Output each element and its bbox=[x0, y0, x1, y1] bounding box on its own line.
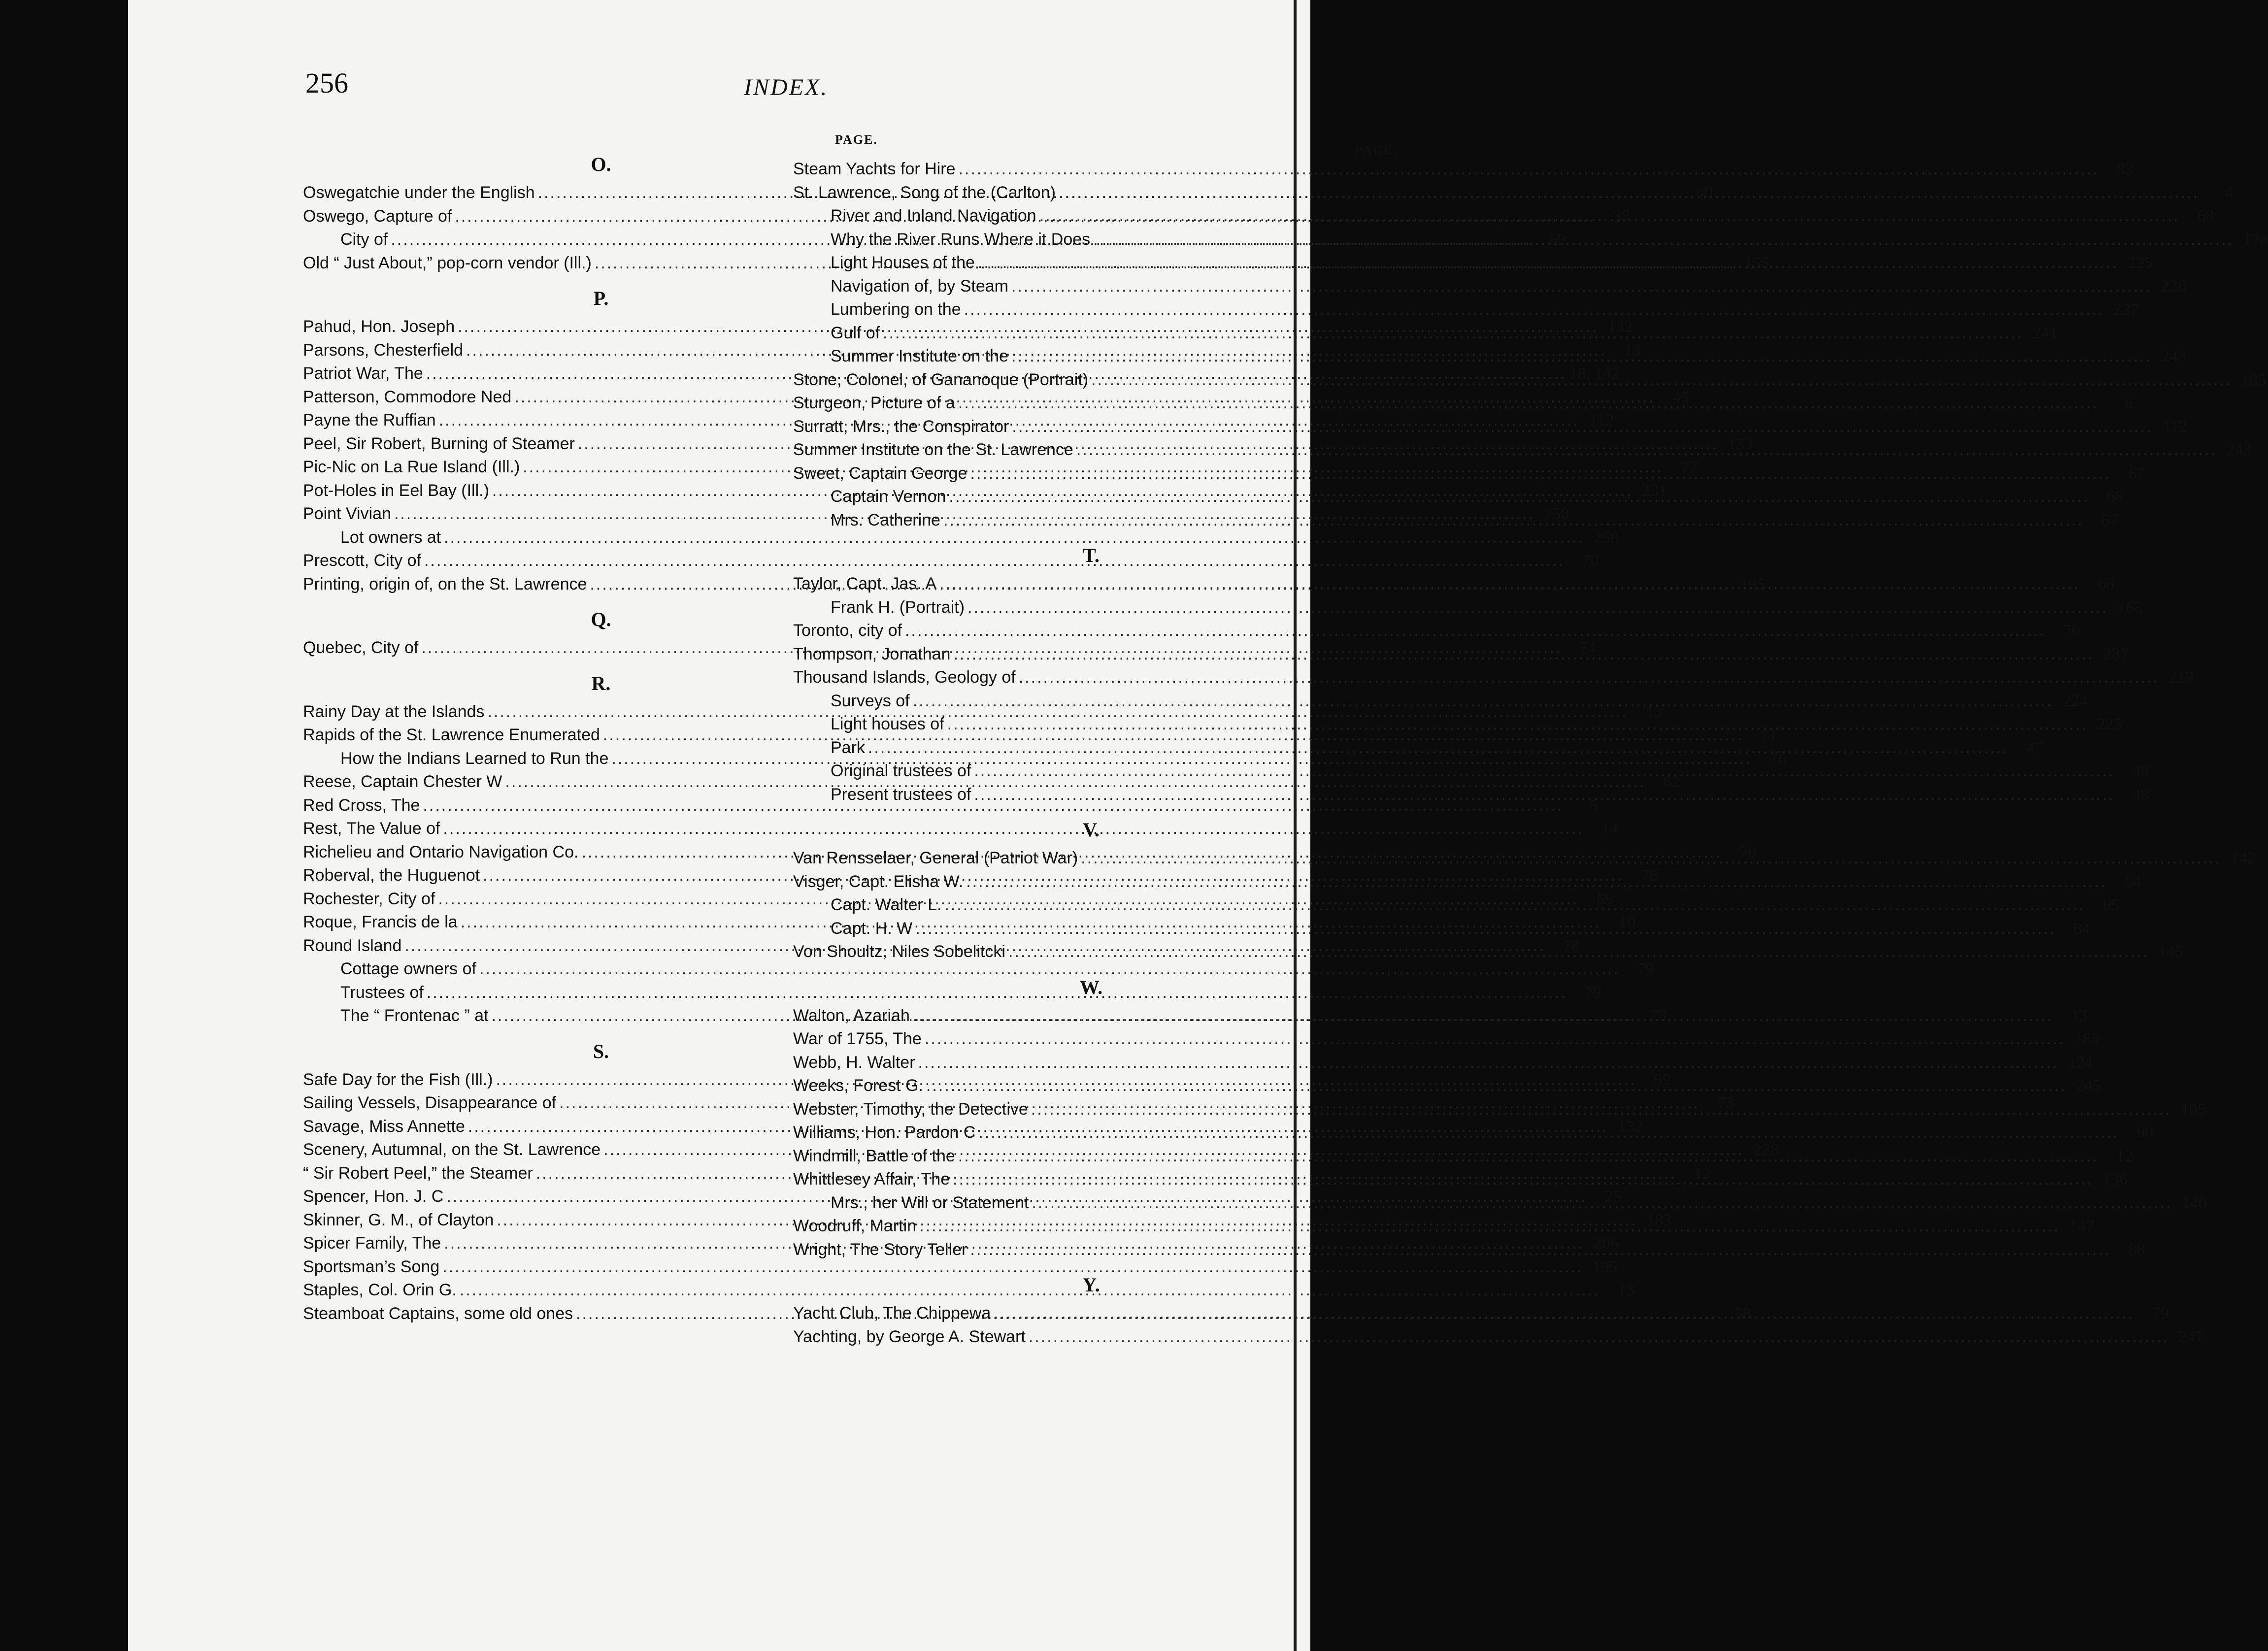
entry-page-number: 83 bbox=[2116, 160, 2134, 178]
entry-page-number: 243 bbox=[2161, 347, 2186, 365]
page-number: 256 bbox=[305, 67, 348, 99]
entry-title: Quebec, City of bbox=[303, 638, 419, 657]
dot-leader bbox=[978, 1121, 2119, 1145]
entry-title: Capt. H. W bbox=[831, 919, 913, 938]
entry-title: Sportsman’s Song bbox=[303, 1257, 440, 1276]
section-letter: S. bbox=[593, 1040, 609, 1062]
entry-title: Present trustees of bbox=[831, 785, 971, 804]
dot-leader bbox=[1093, 228, 2234, 252]
entry-title: Printing, origin of, on the St. Lawrence bbox=[303, 574, 587, 594]
entry-page-number: 250 bbox=[1594, 528, 1619, 547]
entry-page-number: 224 bbox=[2062, 692, 2088, 710]
entry-page-number: 12 bbox=[2116, 1147, 2133, 1165]
dot-leader bbox=[944, 893, 2085, 917]
section-letter: V. bbox=[1083, 819, 1100, 841]
entry-page-number: 243 bbox=[2226, 441, 2251, 459]
entry-page-number: 67 bbox=[2101, 511, 2118, 529]
entry-page-number: 84 bbox=[2073, 919, 2091, 938]
section-letter: R. bbox=[591, 672, 611, 694]
entry-page-number: 76 bbox=[1769, 749, 1787, 768]
dot-leader bbox=[958, 1145, 2099, 1168]
entry-page-number: 5 bbox=[1589, 796, 1598, 815]
entry-title: Roque, Francis de la bbox=[303, 913, 458, 931]
entry-page-number: 241 bbox=[2033, 324, 2058, 342]
entry-title: Yacht Club, The Chippewa bbox=[793, 1304, 991, 1322]
dot-leader bbox=[1039, 204, 2180, 228]
entry-title: Rainy Day at the Islands bbox=[303, 702, 485, 721]
entry-title: Point Vivian bbox=[303, 504, 391, 523]
entry-title: Sturgeon, Picture of a bbox=[793, 394, 955, 412]
dot-leader bbox=[939, 572, 2080, 596]
entry-page-number: 132 bbox=[1617, 1117, 1643, 1136]
entry-title: Webster, Timothy, the Detective bbox=[793, 1099, 1028, 1119]
entry-title: Woodruff, Martin bbox=[793, 1217, 917, 1235]
entry-title: Oswegatchie under the English bbox=[303, 183, 535, 202]
entry-page-number: 68 bbox=[2107, 488, 2124, 506]
entry-page-number: 195 bbox=[1739, 575, 1765, 594]
dot-leader bbox=[994, 1302, 2134, 1325]
dot-leader bbox=[1012, 415, 2152, 439]
entry-title: Mrs. Catherine bbox=[831, 510, 940, 529]
entry-title: Sailing Vessels, Disappearance of bbox=[303, 1093, 557, 1112]
entry-page-number: 145 bbox=[2158, 943, 2183, 961]
entry-title: Cottage owners of bbox=[340, 959, 476, 978]
dot-leader bbox=[1029, 1325, 2169, 1349]
entry-page-number: 69 bbox=[1654, 1070, 1671, 1089]
entry-title: Visger, Capt. Elisha W. bbox=[793, 872, 964, 891]
entry-title: Steamboat Captains, some old ones bbox=[303, 1304, 573, 1323]
entry-page-number: 13 bbox=[1617, 1281, 1634, 1299]
entry-page-number: 112 bbox=[2162, 417, 2187, 436]
entry-page-number: 140 bbox=[2181, 1193, 2207, 1212]
entry-title: Summer Institute on the bbox=[831, 347, 1008, 365]
entry-title: Stone, Colonel, of Gananoque (Portrait) bbox=[793, 370, 1089, 389]
entry-page-number: 70 bbox=[2063, 622, 2080, 640]
dot-leader bbox=[926, 1074, 2067, 1098]
entry-page-number: 40 bbox=[1696, 184, 1713, 202]
entry-page-number: 64 bbox=[2124, 872, 2141, 891]
dot-leader bbox=[915, 917, 2056, 941]
dot-leader bbox=[1091, 368, 2232, 392]
entry-title: Old “ Just About,” pop-corn vendor (Ill.) bbox=[303, 253, 592, 272]
entry-title: Parsons, Chesterfield bbox=[303, 340, 464, 360]
entry-title: War of 1755, The bbox=[793, 1029, 922, 1048]
dot-leader bbox=[1019, 666, 2159, 690]
dot-leader bbox=[913, 690, 2053, 713]
entry-page-number: 88 bbox=[2128, 1240, 2145, 1259]
entry-title: Patriot War, The bbox=[303, 364, 423, 383]
entry-page-number: 136 bbox=[2102, 1170, 2128, 1189]
running-head: INDEX. bbox=[744, 74, 829, 100]
entry-title: City of bbox=[340, 230, 388, 249]
dot-leader bbox=[918, 1051, 2059, 1075]
book-page bbox=[128, 0, 2268, 1651]
entry-title: Skinner, G. M., of Clayton bbox=[303, 1210, 494, 1229]
entry-page-number: 13 bbox=[1645, 702, 1663, 721]
entry-title: Rapids of the St. Lawrence Enumerated bbox=[303, 726, 600, 744]
index-entry bbox=[793, 666, 2194, 690]
entry-page-number: 65 bbox=[2102, 896, 2120, 914]
entry-page-number: 195 bbox=[1592, 1257, 1618, 1276]
entry-page-number: 168 bbox=[2117, 598, 2143, 617]
entry-title: Mrs., her Will or Statement bbox=[831, 1193, 1029, 1212]
section-letter: W. bbox=[1079, 976, 1103, 998]
entry-title: Patterson, Commodore Ned bbox=[303, 387, 512, 406]
dot-leader bbox=[913, 1004, 2053, 1028]
dot-leader bbox=[953, 643, 2094, 666]
entry-page-number: 226 bbox=[2161, 277, 2186, 296]
entry-page-number: 18, 142 bbox=[1569, 364, 1620, 383]
entry-title: Capt. Walter L. bbox=[831, 895, 942, 914]
entry-page-number: 185 bbox=[2241, 370, 2267, 389]
dot-leader bbox=[925, 1027, 2065, 1051]
entry-page-number: 6 bbox=[2124, 394, 2133, 412]
entry-title: Webb, H. Walter bbox=[793, 1053, 915, 1072]
entry-title: Thousand Islands, Geology of bbox=[793, 668, 1016, 687]
entry-page-number: 142 bbox=[2231, 849, 2256, 867]
entry-page-number: 74 bbox=[1579, 639, 1597, 657]
entry-page-number: 132 bbox=[1607, 318, 1633, 336]
entry-title: Thompson, Jonathan bbox=[793, 644, 951, 663]
entry-page-number: 48 bbox=[2132, 785, 2149, 804]
index-entry bbox=[793, 1027, 2100, 1051]
entry-page-number: 12 bbox=[1694, 1164, 1711, 1183]
section-letter: Q. bbox=[591, 608, 611, 630]
entry-page-number: 67 bbox=[2128, 464, 2145, 483]
index-entry bbox=[793, 1051, 2093, 1075]
entry-page-number: 79 bbox=[1584, 983, 1601, 1002]
entry-page-number: 13 bbox=[1624, 341, 1641, 360]
entry-page-number: 155 bbox=[1744, 254, 1769, 272]
entry-page-number: 78 bbox=[1649, 1007, 1667, 1025]
dot-leader bbox=[1031, 1098, 2171, 1122]
entry-page-number: 58 bbox=[1734, 1304, 1751, 1323]
entry-page-number: 13 bbox=[2070, 1006, 2088, 1025]
dot-leader bbox=[967, 596, 2108, 620]
entry-title: Steam Yachts for Hire bbox=[793, 160, 956, 178]
entry-page-number: 227 bbox=[2113, 300, 2139, 319]
entry-title: Pot-Holes in Eel Bay (Ill.) bbox=[303, 481, 489, 500]
entry-title: Rest, The Value of bbox=[303, 819, 440, 838]
entry-title: Spicer Family, The bbox=[303, 1234, 441, 1253]
entry-page-number: 237 bbox=[2103, 645, 2129, 663]
entry-title: Navigation of, by Steam bbox=[831, 276, 1008, 296]
entry-page-number: 14 bbox=[1601, 820, 1618, 838]
dot-leader bbox=[947, 713, 2088, 736]
index-entry bbox=[793, 298, 2139, 322]
entry-page-number: 124 bbox=[2068, 1053, 2093, 1072]
dot-leader bbox=[970, 462, 2110, 486]
entry-title: Lot owners at bbox=[340, 528, 441, 547]
entry-title: Whittlesey Affair, The bbox=[793, 1170, 950, 1189]
dot-leader bbox=[883, 322, 2023, 345]
dot-leader bbox=[1081, 847, 2221, 870]
entry-title: How the Indians Learned to Run the bbox=[340, 749, 609, 768]
dot-leader bbox=[949, 485, 2089, 509]
page-edge-line bbox=[1294, 0, 1297, 1651]
entry-page-number: 247 bbox=[2178, 1327, 2203, 1346]
entry-page-number: 105 bbox=[2180, 1100, 2206, 1119]
entry-title: St. Lawrence, Song of the (Carlton) bbox=[793, 183, 1056, 202]
entry-title: Light houses of bbox=[831, 715, 944, 733]
entry-page-number: 70 bbox=[1739, 843, 1757, 861]
entry-page-number: 228 bbox=[1753, 1141, 1779, 1159]
entry-title: Original trustees of bbox=[831, 761, 971, 780]
entry-title: Van Rensselaer, General (Patriot War) bbox=[793, 849, 1078, 867]
index-entry bbox=[793, 596, 2143, 620]
entry-title: Windmill, Battle of the bbox=[793, 1146, 955, 1165]
entry-page-number: 10 bbox=[1618, 913, 1635, 931]
entry-page-number: 178 bbox=[2243, 230, 2268, 249]
entry-page-number: 77 bbox=[1681, 458, 1698, 476]
index-entry bbox=[793, 158, 2134, 181]
dot-leader bbox=[1032, 1191, 2172, 1215]
entry-title: Reese, Captain Chester W bbox=[303, 772, 502, 791]
entry-page-number: 48 bbox=[2132, 762, 2149, 780]
entry-title: Surratt, Mrs., the Conspirator bbox=[793, 417, 1009, 436]
dot-leader bbox=[966, 870, 2106, 894]
index-entry bbox=[793, 783, 2149, 807]
entry-page-number: 112 bbox=[1589, 411, 1614, 429]
entry-title: Summer Institute on the St. Lawrence bbox=[793, 440, 1073, 459]
section-letter: Y. bbox=[1082, 1274, 1100, 1296]
dot-leader bbox=[953, 1168, 2093, 1191]
entry-page-number: 231 bbox=[1641, 481, 1667, 500]
entry-page-number: 79 bbox=[2152, 1304, 2169, 1322]
entry-page-number: 78 bbox=[1563, 936, 1580, 955]
entry-page-number: 25 bbox=[1604, 1188, 1622, 1206]
section-letter: P. bbox=[593, 287, 609, 309]
page-column-label: PAGE. bbox=[1355, 143, 1398, 158]
entry-page-number: 225 bbox=[2127, 254, 2153, 272]
entry-page-number: 165 bbox=[2074, 1030, 2100, 1048]
entry-page-number: 62 bbox=[1663, 773, 1680, 791]
entry-page-number: 69 bbox=[1549, 231, 1566, 249]
entry-title: Captain Vernon bbox=[831, 487, 946, 506]
entry-page-number: 76 bbox=[1641, 866, 1658, 885]
entry-title: Savage, Miss Annette bbox=[303, 1117, 465, 1136]
entry-title: Round Island bbox=[303, 936, 402, 955]
entry-title: Peel, Sir Robert, Burning of Steamer bbox=[303, 434, 575, 453]
entry-title: “ Sir Robert Peel,” the Steamer bbox=[303, 1163, 533, 1183]
entry-title: The “ Frontenac ” at bbox=[340, 1006, 489, 1025]
entry-title: Gulf of bbox=[831, 323, 880, 342]
entry-title: Richelieu and Ontario Navigation Co. bbox=[303, 842, 579, 861]
entry-page-number: 73 bbox=[1717, 1094, 1734, 1112]
dot-leader bbox=[1076, 438, 2217, 462]
section-letter: T. bbox=[1083, 544, 1100, 566]
dot-leader bbox=[958, 158, 2099, 181]
dot-leader bbox=[943, 509, 2084, 532]
entry-title: Oswego, Capture of bbox=[303, 206, 452, 226]
entry-title: Why the River Runs Where it Does bbox=[831, 230, 1091, 249]
dot-leader bbox=[1011, 275, 2152, 298]
index-entry bbox=[793, 1325, 2203, 1349]
entry-title: Pic-Nic on La Rue Island (Ill.) bbox=[303, 458, 520, 476]
dot-leader bbox=[964, 298, 2104, 322]
entry-title: Staples, Col. Orin G. bbox=[303, 1281, 457, 1299]
entry-title: Toronto, city of bbox=[793, 621, 902, 640]
entry-page-number: 70 bbox=[1582, 552, 1599, 570]
entry-page-number: 45 bbox=[1672, 388, 1690, 406]
dot-leader bbox=[868, 736, 2008, 760]
index-entry bbox=[793, 275, 2186, 298]
entry-title: Spencer, Hon. J. C bbox=[303, 1187, 444, 1206]
entry-title: Park bbox=[831, 738, 865, 757]
entry-title: River and Inland Navigation bbox=[831, 206, 1036, 225]
entry-title: Trustees of bbox=[340, 983, 424, 1002]
dot-leader bbox=[919, 1215, 2060, 1238]
entry-title: Rochester, City of bbox=[303, 889, 435, 908]
entry-title: Light Houses of the bbox=[831, 253, 975, 272]
dot-leader bbox=[974, 759, 2114, 783]
entry-title: Payne the Ruffian bbox=[303, 411, 436, 429]
dot-leader bbox=[978, 251, 2118, 275]
page-column-label: PAGE. bbox=[835, 132, 878, 147]
entry-page-number: 66 bbox=[2098, 575, 2115, 593]
entry-title: Roberval, the Huguenot bbox=[303, 866, 480, 885]
dot-leader bbox=[974, 783, 2114, 807]
entry-title: Surveys of bbox=[831, 691, 910, 710]
entry-title: Weeks, Forest G. bbox=[793, 1076, 923, 1095]
entry-title: Red Cross, The bbox=[303, 795, 420, 815]
entry-title: Yachting, by George A. Stewart bbox=[793, 1327, 1026, 1346]
dot-leader bbox=[958, 392, 2099, 415]
entry-title: Wright, The Story Teller bbox=[793, 1240, 967, 1259]
entry-title: Williams, Hon. Pardon C bbox=[793, 1123, 976, 1142]
entry-title: Walton, Azariah bbox=[793, 1006, 910, 1025]
entry-page-number: 219 bbox=[2168, 668, 2194, 687]
entry-title: Pahud, Hon. Joseph bbox=[303, 317, 455, 336]
entry-title: Frank H. (Portrait) bbox=[831, 597, 965, 617]
entry-page-number: 147 bbox=[2069, 1217, 2095, 1235]
entry-page-number: 71 bbox=[1761, 726, 1778, 744]
entry-page-number: 90 bbox=[2136, 1123, 2154, 1142]
entry-title: Prescott, City of bbox=[303, 551, 421, 570]
dot-leader bbox=[1059, 181, 2199, 205]
dot-leader bbox=[1008, 940, 2149, 964]
dot-leader bbox=[970, 1238, 2110, 1262]
entry-title: Scenery, Autumnal, on the St. Lawrence bbox=[303, 1140, 601, 1159]
page-header bbox=[128, 0, 1310, 128]
dot-leader bbox=[905, 619, 2045, 643]
entry-page-number: 250 bbox=[1543, 505, 1569, 523]
index-entry bbox=[793, 619, 2080, 643]
entry-title: Lumbering on the bbox=[831, 300, 961, 319]
index-entry bbox=[793, 415, 2187, 439]
entry-page-number: 68 bbox=[2197, 207, 2214, 225]
entry-page-number: 38 bbox=[1613, 207, 1630, 226]
entry-page-number: 206 bbox=[1594, 1234, 1619, 1253]
entry-title: Taylor, Capt. Jas. A bbox=[793, 574, 937, 593]
entry-page-number: 47 bbox=[2026, 738, 2043, 757]
entry-page-number: 69 bbox=[1596, 890, 1613, 908]
entry-page-number: 79 bbox=[1637, 960, 1654, 978]
entry-page-number: 4 bbox=[2225, 183, 2234, 202]
entry-title: Safe Day for the Fish (Ill.) bbox=[303, 1070, 493, 1089]
dot-leader bbox=[1011, 345, 2152, 368]
entry-page-number: 245 bbox=[2075, 1077, 2101, 1095]
entry-title: Sweet, Captain George bbox=[793, 463, 967, 483]
entry-page-number: 183 bbox=[1646, 1211, 1672, 1229]
entry-page-number: 225 bbox=[2097, 715, 2122, 733]
entry-page-number: 133 bbox=[1727, 434, 1753, 453]
entry-title: Von Shoultz, Niles Sobelitcki bbox=[793, 942, 1005, 961]
section-letter: O. bbox=[591, 153, 611, 175]
